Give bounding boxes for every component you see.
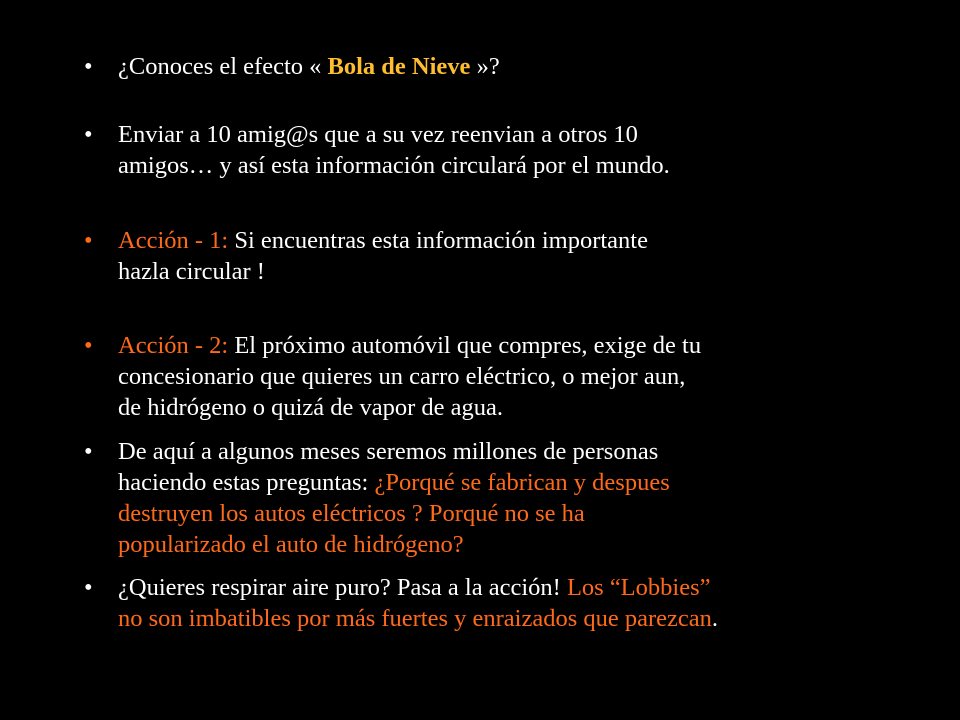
lobbies-text: no son imbatibles por más fuertes y enraizados que parezcan bbox=[118, 605, 712, 632]
bullet-line: ¿Quieres respirar aire puro? Pasa a la acción! bbox=[118, 574, 567, 601]
bullet-line-end: . bbox=[711, 605, 719, 632]
bullet-line: De aquí a algunos meses seremos millones de personas bbox=[118, 438, 659, 465]
question-text: ¿Porqué se fabrican y despues bbox=[374, 469, 670, 496]
snowball-highlight: Bola de Nieve bbox=[327, 53, 471, 80]
question-text: destruyen los autos eléctricos ? Porqué no se ha bbox=[118, 500, 585, 527]
bullet-line: amigos… y así esta información circulará por el mundo. bbox=[118, 152, 670, 179]
bullet-line: haciendo estas preguntas: bbox=[118, 469, 375, 496]
question-text: popularizado el auto de hidrógeno? bbox=[118, 531, 464, 558]
bullet-snowball bbox=[84, 51, 944, 82]
bullet-line: hazla circular ! bbox=[118, 258, 265, 285]
bullet-icon: • bbox=[84, 438, 93, 465]
bullet-questions bbox=[84, 436, 944, 560]
bullet-lobbies bbox=[84, 572, 944, 634]
bullet-line: Si encuentras esta información importante bbox=[228, 227, 648, 254]
bullet-text-pre: ¿Conoces el efecto « bbox=[118, 53, 328, 80]
bullet-text-post: »? bbox=[470, 53, 500, 80]
bullet-line: Enviar a 10 amig@s que a su vez reenvian a otros 10 bbox=[118, 121, 638, 148]
bullet-line: de hidrógeno o quizá de vapor de agua. bbox=[118, 394, 504, 421]
lobbies-text: Los “Lobbies” bbox=[566, 574, 711, 601]
bullet-icon: • bbox=[84, 332, 93, 359]
bullet-icon: • bbox=[84, 574, 93, 601]
bullet-icon: • bbox=[84, 121, 93, 148]
action-2-label: Acción - 2: bbox=[118, 332, 229, 359]
action-1-label: Acción - 1: bbox=[118, 227, 229, 254]
bullet-action-2 bbox=[84, 330, 944, 423]
bullet-icon: • bbox=[84, 53, 93, 80]
bullet-action-1 bbox=[84, 225, 944, 287]
bullet-line: concesionario que quieres un carro eléctrico, o mejor aun, bbox=[118, 363, 686, 390]
bullet-line: El próximo automóvil que compres, exige de tu bbox=[228, 332, 702, 359]
bullet-icon: • bbox=[84, 227, 93, 254]
bullet-send-friends bbox=[84, 119, 944, 181]
